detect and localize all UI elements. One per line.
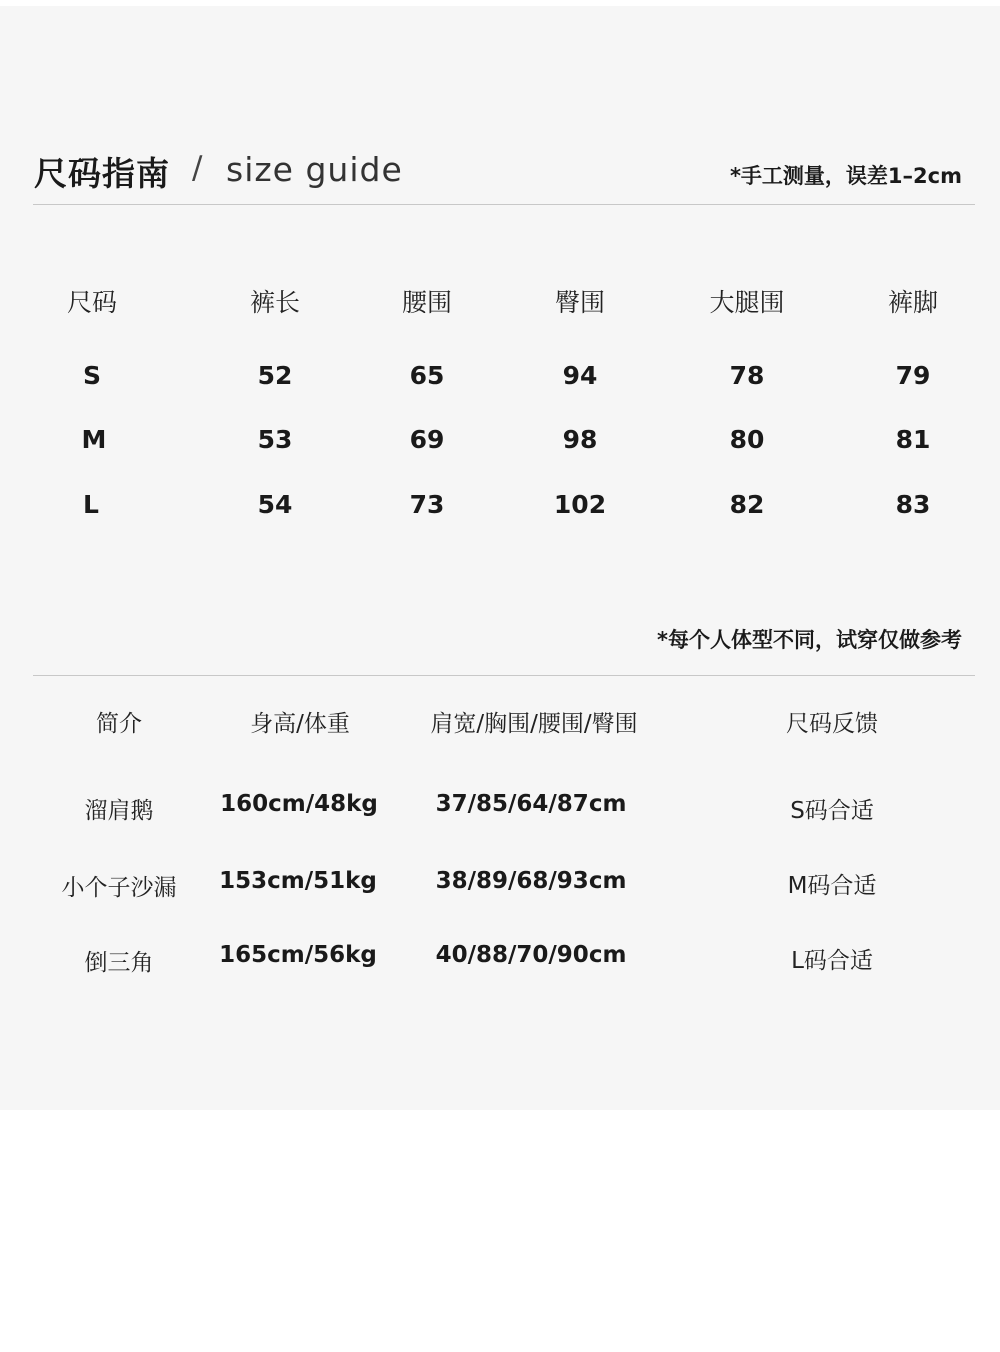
length-col-header: 裤长	[249, 288, 301, 317]
hem-cell: 81	[895, 425, 931, 454]
profile-cell: 倒三角	[84, 950, 154, 976]
fit-divider	[33, 675, 975, 676]
measurements-cell: 40/88/70/90cm	[435, 942, 627, 968]
page-title: 尺码指南	[34, 154, 170, 193]
profile-cell: 溜肩鹅	[84, 798, 154, 824]
header-divider	[33, 204, 975, 205]
height-weight-cell: 153cm/51kg	[219, 868, 377, 894]
hip-cell: 102	[553, 490, 607, 519]
hip-cell: 94	[562, 361, 598, 390]
length-cell: 54	[257, 490, 293, 519]
hip-col-header: 臀围	[554, 288, 606, 317]
thigh-cell: 78	[729, 361, 765, 390]
profile-col-header: 简介	[96, 711, 142, 737]
size-cell: L	[83, 490, 99, 519]
profile-cell: 小个子沙漏	[61, 875, 177, 901]
hem-col-header: 裤脚	[887, 288, 939, 317]
title-separator: /	[192, 150, 203, 186]
size-cell: S	[82, 361, 102, 390]
hip-cell: 98	[562, 425, 598, 454]
thigh-cell: 82	[729, 490, 765, 519]
size-col-header: 尺码	[66, 288, 118, 317]
height-weight-col-header: 身高/体重	[250, 711, 350, 737]
page-subtitle: size guide	[226, 150, 403, 189]
feedback-cell: S码合适	[790, 798, 874, 824]
height-weight-cell: 160cm/48kg	[220, 791, 378, 817]
height-weight-cell: 165cm/56kg	[219, 942, 377, 968]
waist-col-header: 腰围	[401, 288, 453, 317]
length-cell: 52	[257, 361, 293, 390]
measurements-cell: 38/89/68/93cm	[435, 868, 627, 894]
feedback-cell: M码合适	[787, 873, 877, 899]
feedback-cell: L码合适	[791, 948, 873, 974]
waist-cell: 73	[409, 490, 445, 519]
size-cell: M	[81, 425, 107, 454]
length-cell: 53	[257, 425, 293, 454]
hem-cell: 79	[895, 361, 931, 390]
measurement-note: *手工测量，误差1–2cm	[729, 164, 962, 188]
waist-cell: 65	[409, 361, 445, 390]
hem-cell: 83	[895, 490, 931, 519]
feedback-col-header: 尺码反馈	[786, 711, 878, 737]
measurements-cell: 37/85/64/87cm	[435, 791, 627, 817]
thigh-cell: 80	[729, 425, 765, 454]
fit-note: *每个人体型不同，试穿仅做参考	[657, 628, 962, 652]
waist-cell: 69	[409, 425, 445, 454]
measurements-col-header: 肩宽/胸围/腰围/臀围	[430, 711, 638, 737]
thigh-col-header: 大腿围	[709, 288, 785, 317]
